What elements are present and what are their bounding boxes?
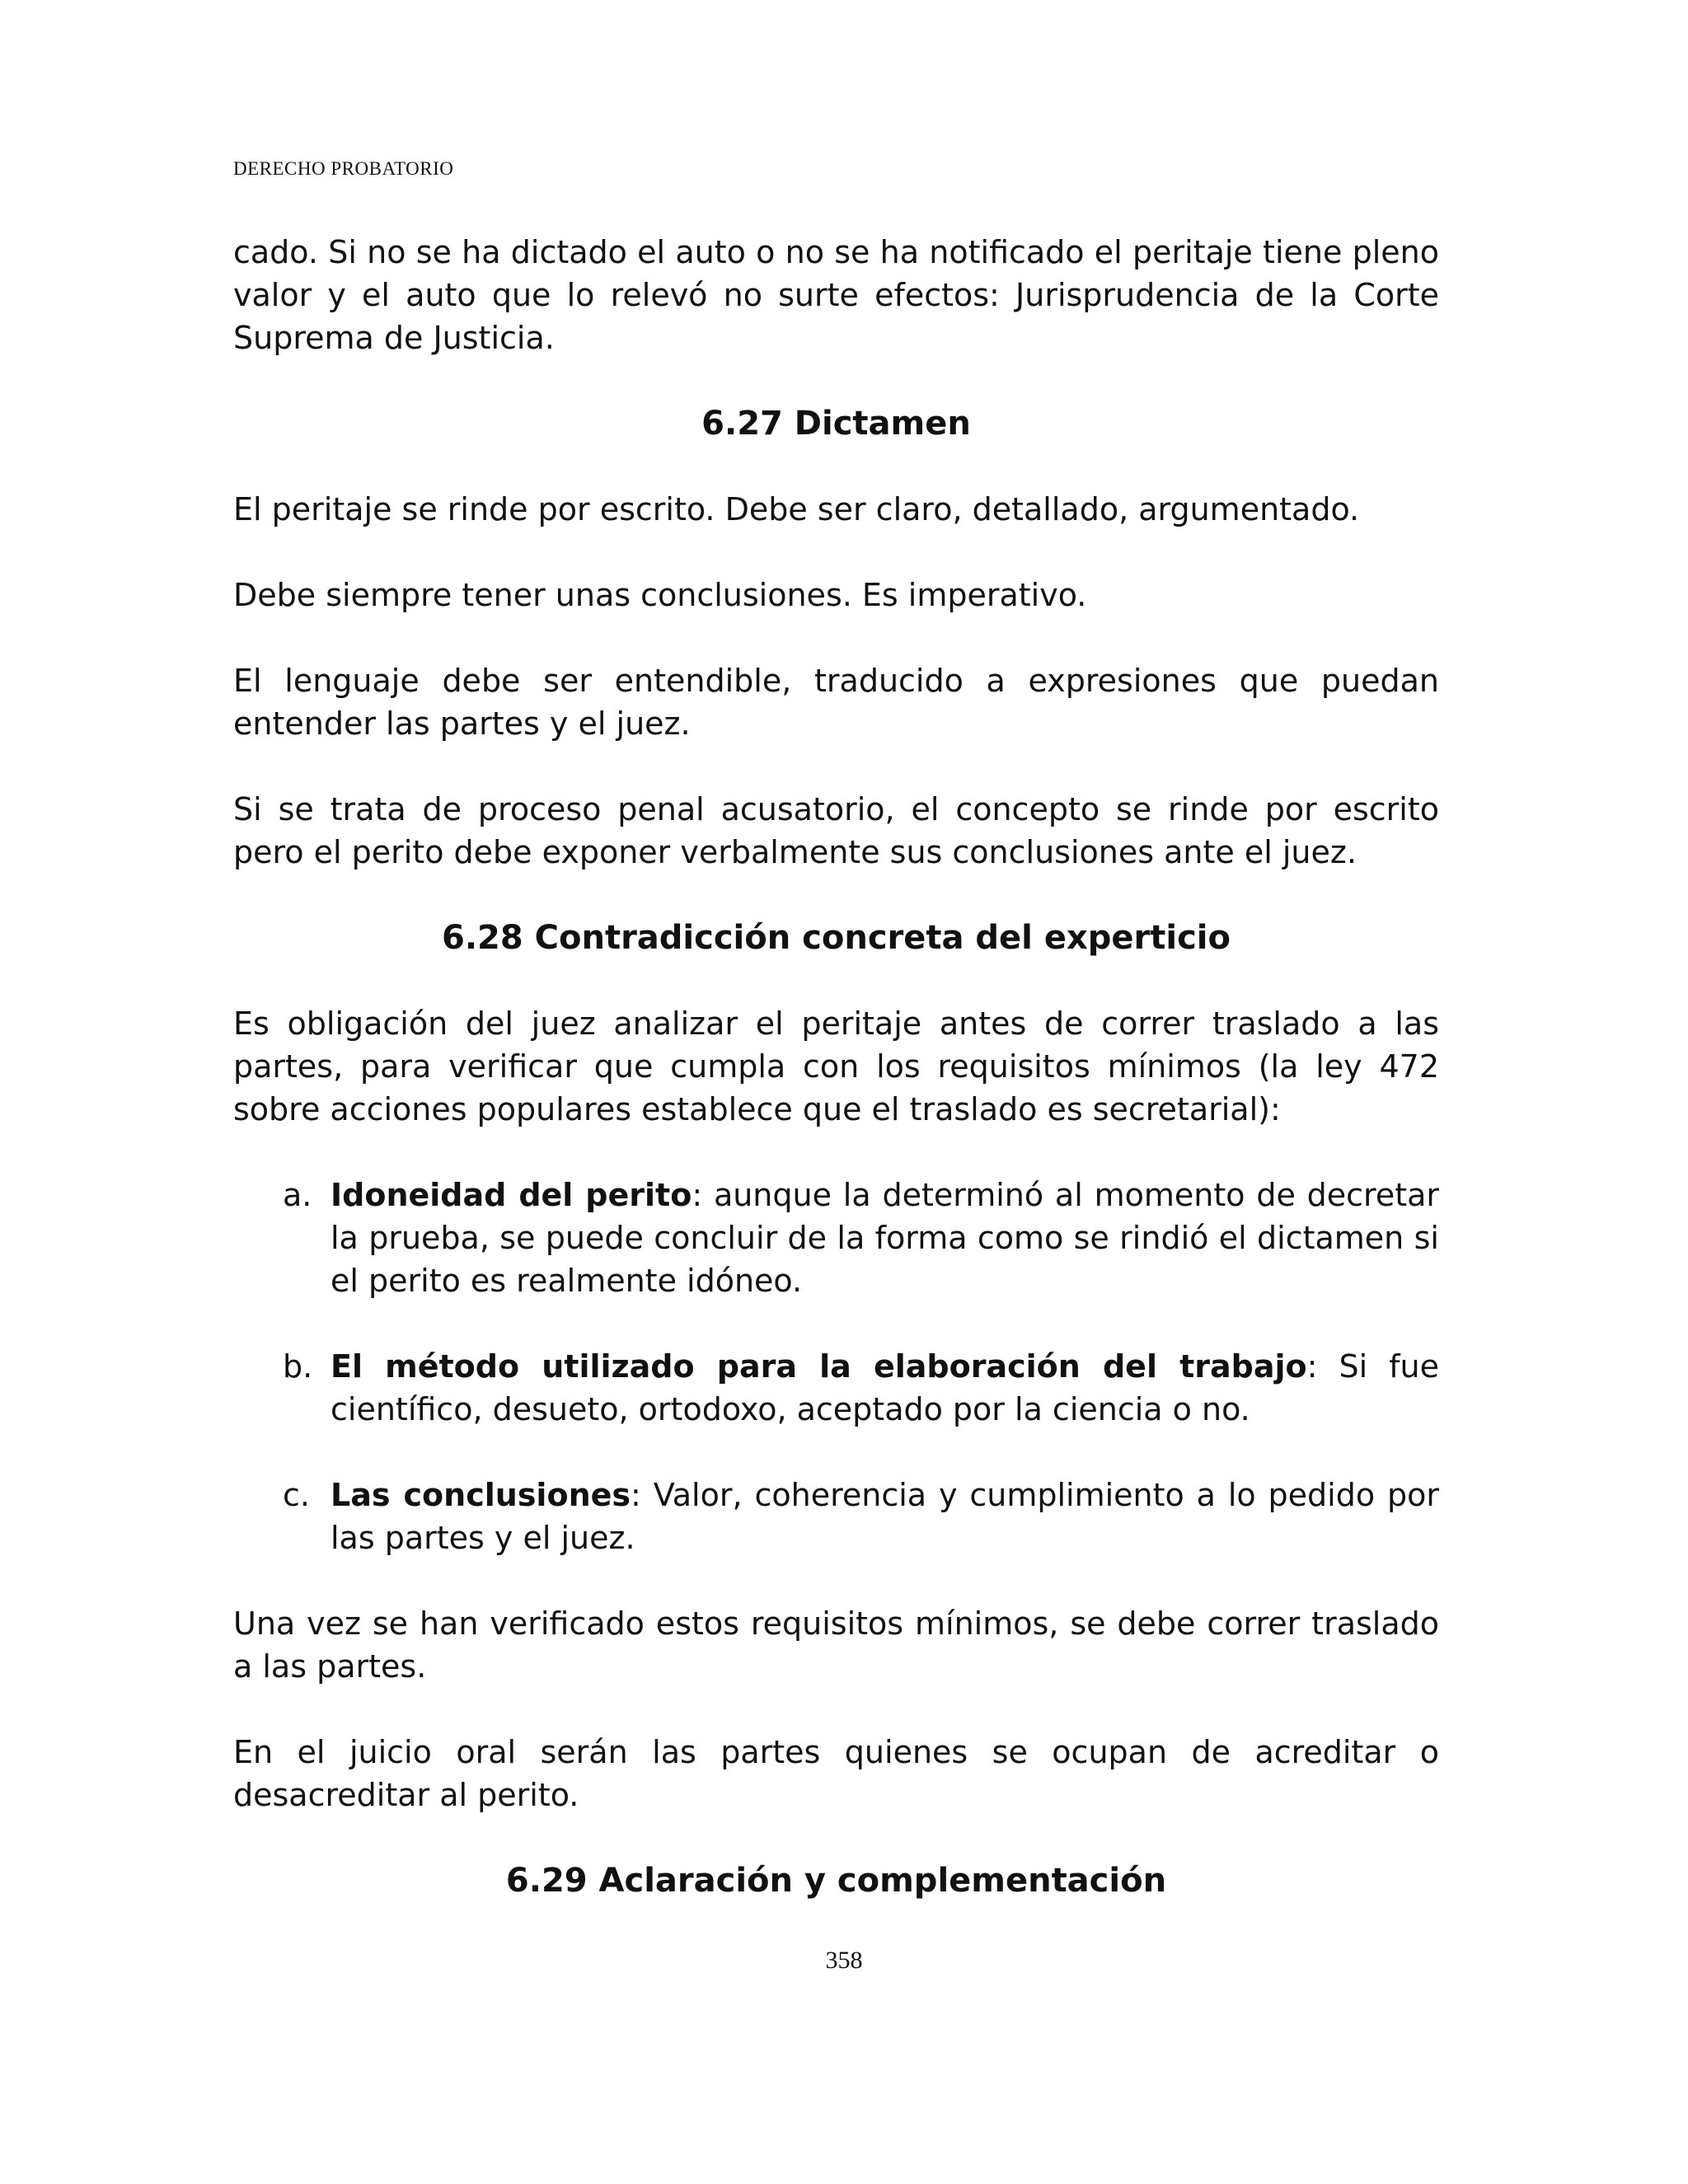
list-marker: b. — [283, 1348, 313, 1385]
paragraph: Es obligación del juez analizar el peritaje antes de correr traslado a las partes, para verificar que cumpla con los requisitos mínimos (la ley 472 sobre acciones populares establece que el traslado es secretarial): — [233, 1005, 1439, 1127]
section-heading-6-28: 6.28 Contradicción concreta del experticio — [442, 919, 1231, 957]
page-body — [233, 231, 1439, 1945]
list-item-c — [233, 1474, 1439, 1559]
paragraph: El lenguaje debe ser entendible, traducido a expresiones que puedan entender las partes y el juez. — [233, 663, 1439, 742]
list-item-term: Las conclusiones — [331, 1477, 631, 1513]
list-marker: c. — [283, 1477, 310, 1513]
list-item-term: Idoneidad del perito — [331, 1177, 692, 1213]
list-item-text: : Valor, coherencia y cumplimiento a lo pedido por las partes y el juez. — [331, 1477, 1440, 1556]
paragraph: Si se trata de proceso penal acusatorio, el concepto se rinde por escrito pero el perito debe exponer verbalmente sus conclusiones ante el juez. — [233, 791, 1439, 870]
list-item-term: El método utilizado para la elaboración del trabajo — [331, 1348, 1307, 1385]
section-heading-6-29: 6.29 Aclaración y complementación — [505, 1862, 1167, 1900]
list-item-text: : aunque la determinó al momento de decretar la prueba, se puede concluir de la forma como se rindió el dictamen si el perito es realmente idóneo. — [331, 1177, 1440, 1299]
paragraph: El peritaje se rinde por escrito. Debe ser claro, detallado, argumentado. — [233, 491, 1360, 527]
page-number: 358 — [825, 1947, 863, 1974]
running-header: DERECHO PROBATORIO — [233, 158, 454, 179]
paragraph: En el juicio oral serán las partes quienes se ocupan de acreditar o desacreditar al perito. — [233, 1734, 1439, 1813]
section-heading-6-27: 6.27 Dictamen — [701, 405, 971, 443]
paragraph: Debe siempre tener unas conclusiones. Es imperativo. — [233, 577, 1087, 613]
list-item-a — [233, 1174, 1439, 1302]
paragraph: cado. Si no se ha dictado el auto o no se ha notificado el peritaje tiene pleno valor y el auto que lo relevó no surte efectos: Jurisprudencia de la Corte Suprema de Justicia. — [233, 234, 1439, 356]
list-item-b — [233, 1345, 1439, 1431]
list-marker: a. — [283, 1177, 312, 1213]
paragraph: Una vez se han verificado estos requisitos mínimos, se debe correr traslado a las partes. — [233, 1605, 1439, 1685]
list-item-text: : Si fue científico, desueto, ortodoxo, aceptado por la ciencia o no. — [331, 1348, 1440, 1427]
